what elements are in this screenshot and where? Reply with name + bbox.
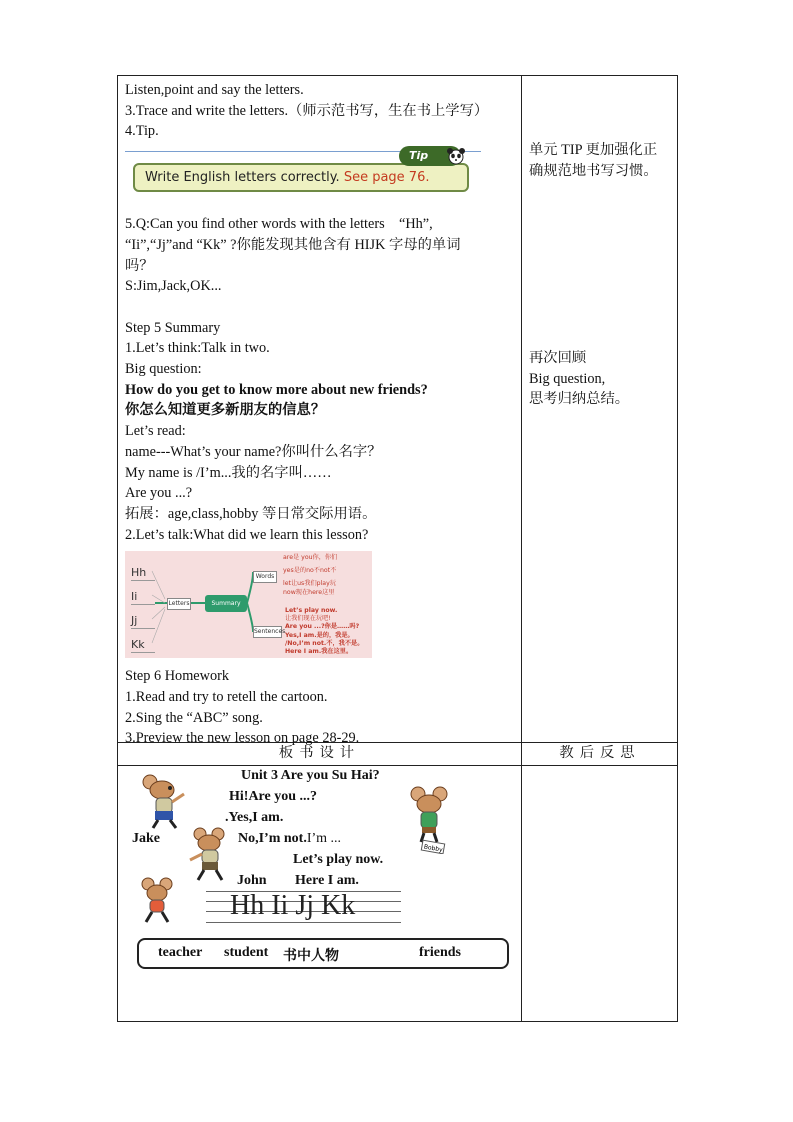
bobby-label: Bobby [423, 843, 444, 854]
note-line: 思考归纳总结。 [529, 391, 630, 408]
handwriting-letters: Hh Ii Jj Kk [230, 890, 356, 921]
text-line: 3.Preview the new lesson on page 28-29. [125, 730, 360, 747]
mindmap-word: let让us我们play玩 [283, 580, 336, 588]
text-line: 吗？ [125, 257, 154, 274]
mindmap-sentence: Yes,I am.是的，我是。 [285, 632, 354, 640]
mindmap-word: now现在here这里 [283, 589, 335, 597]
role-teacher: teacher [158, 945, 203, 960]
mindmap-letter: Hh [131, 566, 155, 581]
text-line: 1.Let’s think:Talk in two. [125, 340, 270, 357]
tip-banner [125, 146, 481, 198]
board-design-header: 板书设计 [278, 745, 361, 761]
john-mouse-icon [186, 826, 236, 882]
text-line: My name is /I’m...我的名字叫…… [125, 464, 332, 481]
small-mouse-icon [136, 876, 180, 924]
handwriting-lines [206, 879, 401, 925]
lesson-plan-table [117, 75, 678, 1022]
big-question-cn: 你怎么知道更多新朋友的信息？ [125, 402, 326, 419]
text-line: name---What’s your name?你叫什么名字？ [125, 443, 382, 460]
mindmap-sentence: Let’s play now. [285, 607, 338, 615]
mindmap-sentence: 让我们现在玩吧! [285, 615, 331, 623]
board-line [238, 831, 341, 847]
mindmap-letter: Kk [131, 638, 155, 653]
board-line: Here I am. [295, 873, 359, 888]
column-divider [521, 76, 522, 1021]
text-line: S:Jim,Jack,OK... [125, 278, 222, 295]
step5-title: Step 5 Summary [125, 319, 221, 336]
board-line-bold: No,I’m not. [238, 831, 307, 846]
step6-title: Step 6 Homework [125, 668, 230, 685]
text-line: “Ii”,“Jj”and “Kk” ?你能发现其他含有 HIJK 字母的单词 [125, 236, 461, 253]
tip-box [133, 163, 469, 192]
note-line: 单元 TIP 更加强化正 [529, 142, 658, 158]
note-review [529, 348, 675, 410]
mindmap-sentence: /No,I’m not.不，我不是。 [285, 640, 364, 648]
role-friends: friends [419, 945, 461, 960]
note-line: 确规范地书写习惯。 [529, 162, 658, 179]
mindmap-words-node: Words [253, 571, 277, 583]
text-line: 5.Q:Can you find other words with the letters “Hh”, [125, 216, 433, 233]
procedure-column [125, 80, 517, 749]
summary-mindmap [125, 551, 372, 658]
text-line: Are you ...? [125, 485, 193, 502]
reflection-header: 教后反思 [559, 745, 641, 761]
board-name-jake: Jake [132, 831, 160, 846]
mindmap-letter: Jj [131, 614, 155, 629]
text-line: Listen,point and say the letters. [125, 82, 304, 98]
note-line: Big question, [529, 370, 606, 387]
text-line: Big question: [125, 361, 202, 378]
mindmap-sentence: Here I am.我在这里。 [285, 648, 353, 656]
jake-mouse-icon [140, 774, 190, 830]
tip-tag: Tip [399, 146, 461, 166]
text-line: Let’s read: [125, 423, 186, 440]
mindmap-letters-node: Letters [167, 598, 191, 610]
bobby-mouse-icon [406, 784, 456, 854]
role-student: student [224, 945, 269, 960]
tip-see-page: See page 76. [343, 170, 430, 186]
board-title: Unit 3 Are you Su Hai? [241, 768, 380, 783]
mindmap-sentence: Are you ...?你是……吗? [285, 623, 360, 631]
note-line: 再次回顾 [529, 350, 587, 366]
text-line: 3.Trace and write the letters.（师示范书写，生在书上学写） [125, 102, 489, 119]
text-line: 拓展：age,class,hobby 等日常交际用语。 [125, 505, 377, 522]
text-line: 2.Let’s talk:What did we learn this lesson? [125, 526, 369, 543]
mindmap-center: Summary [205, 595, 247, 612]
tip-text: Write English letters correctly. [145, 170, 340, 186]
big-question-en: How do you get to know more about new friends? [125, 381, 428, 398]
board-line-rest: I’m ... [306, 831, 342, 846]
text-line: 4.Tip. [125, 123, 159, 140]
text-line: 2.Sing the “ABC” song. [125, 709, 263, 726]
board-name-john: John [237, 873, 267, 888]
board-design [118, 766, 521, 1022]
mindmap-sentences-node: Sentences [253, 626, 282, 638]
mindmap-word: yes是的no不not不 [283, 567, 337, 575]
text-line: 1.Read and try to retell the cartoon. [125, 689, 328, 706]
roles-box [137, 938, 509, 969]
board-line: Let’s play now. [293, 852, 384, 867]
panda-icon [445, 147, 467, 165]
board-line: Hi!Are you ...? [229, 789, 318, 804]
mindmap-word: are是 you你，你们 [283, 554, 338, 562]
mindmap-letter: Ii [131, 590, 155, 605]
board-line: .Yes,I am. [225, 810, 284, 825]
note-tip [529, 140, 675, 181]
role-book-characters: 书中人物 [283, 949, 339, 964]
